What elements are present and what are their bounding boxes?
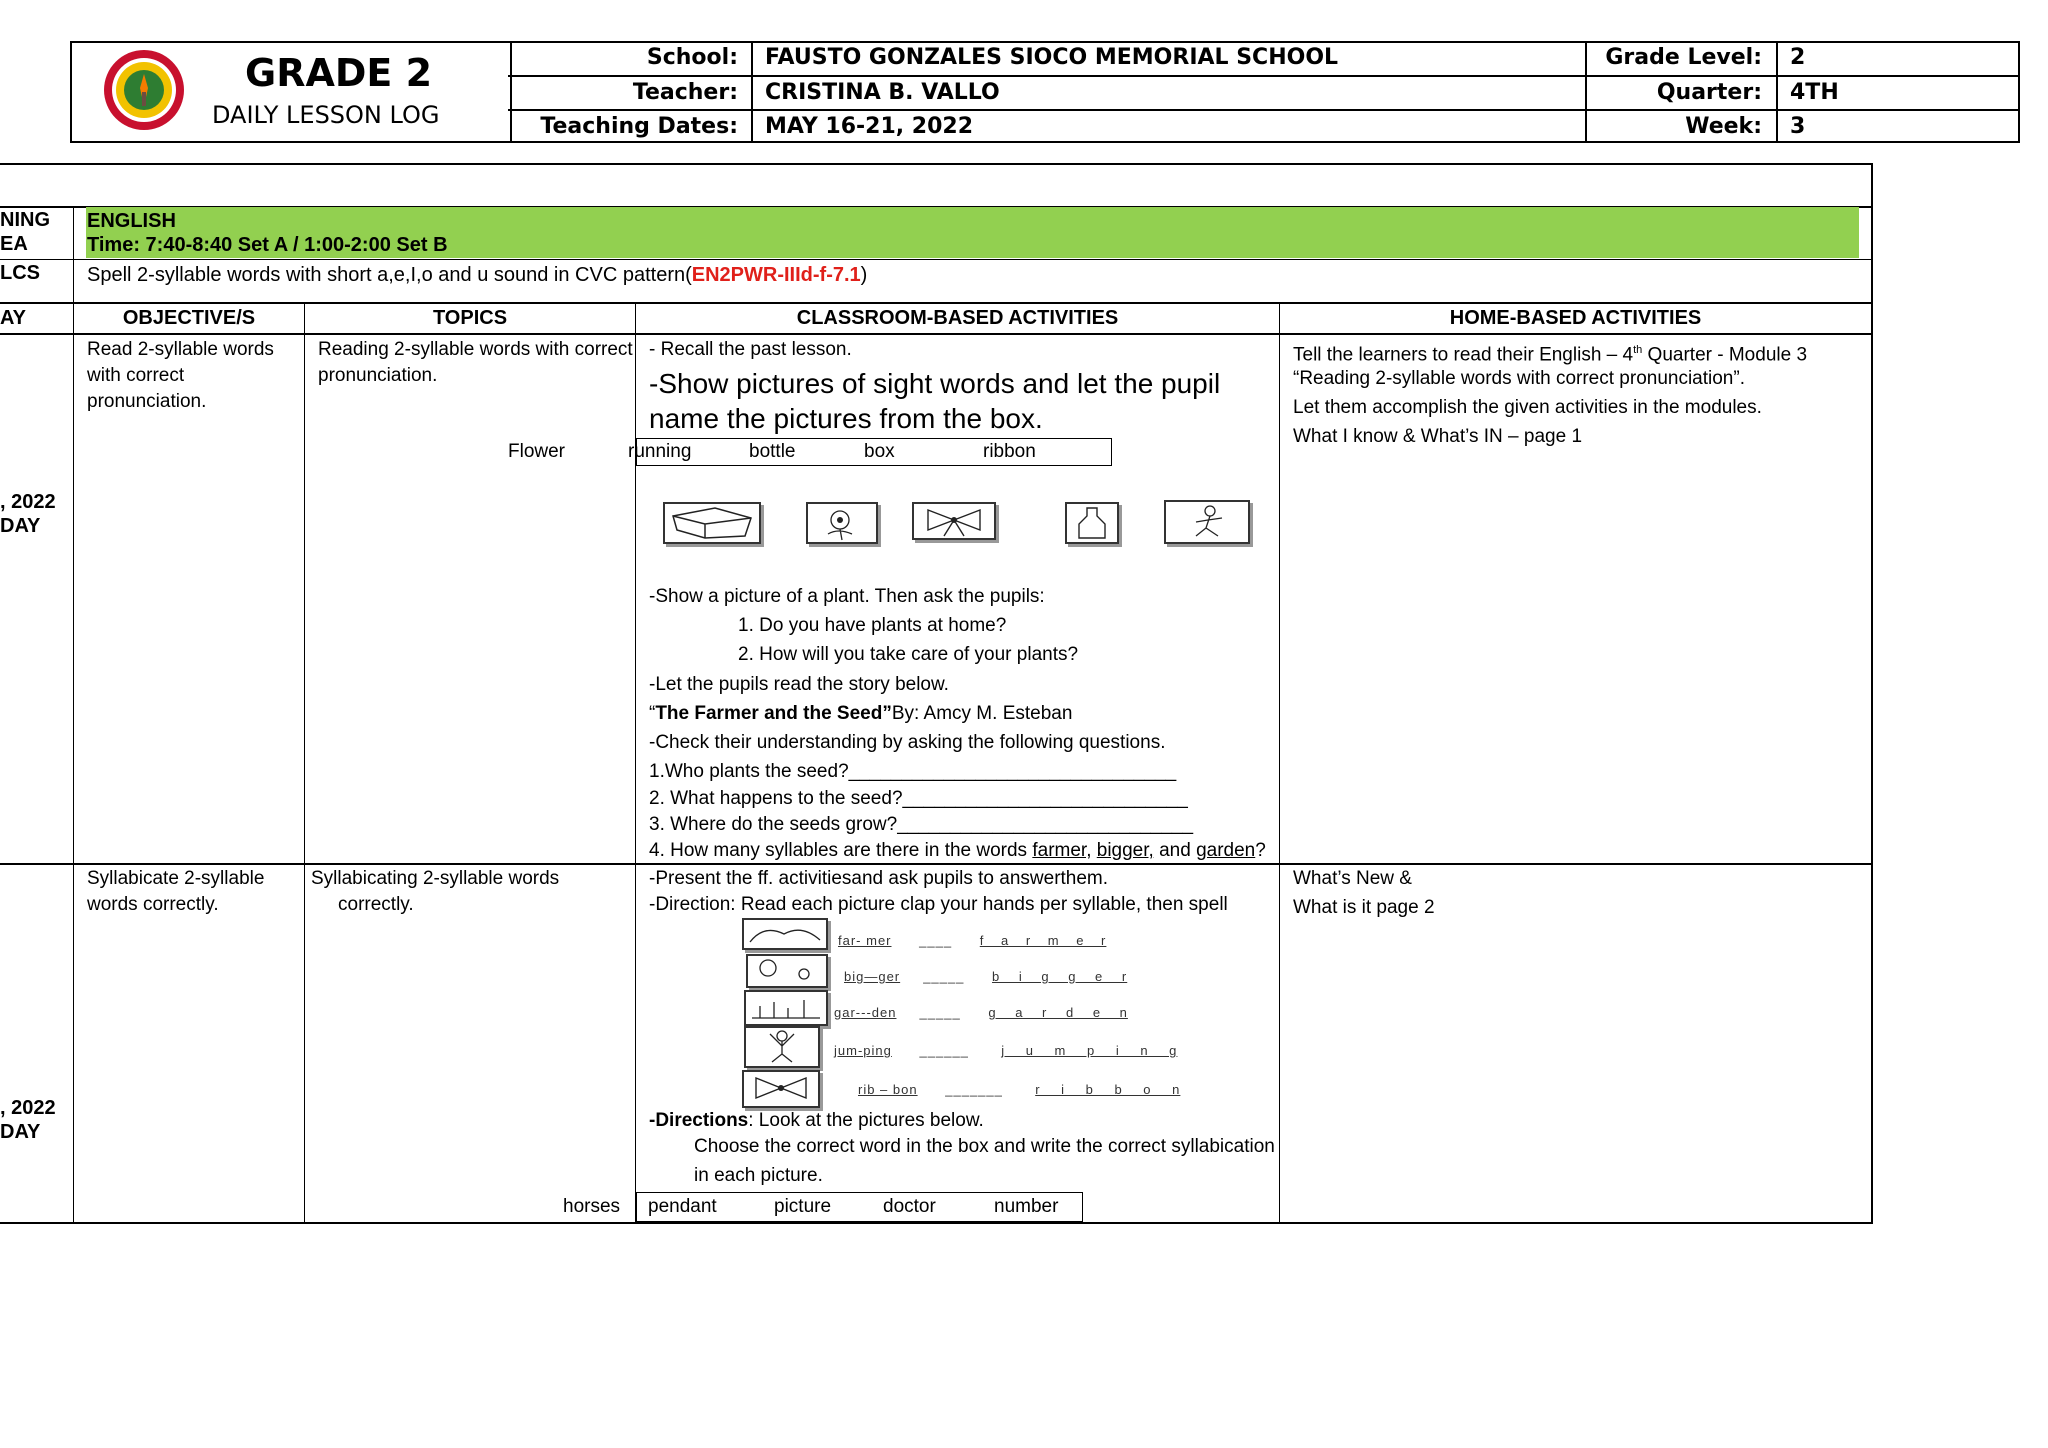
melcs-label: LCS <box>0 262 40 284</box>
word-box-item: pendant <box>648 1196 717 1217</box>
syllable-row-ribbon: rib – bon _______ r i b b o n <box>858 1082 1181 1097</box>
teacher-label: Teacher: <box>632 80 738 105</box>
quarter-value: 4TH <box>1790 80 1839 105</box>
col-day: AY <box>0 307 26 329</box>
row1-date: , 2022 <box>0 491 56 513</box>
home-activity-row2-2: What is it page 2 <box>1293 897 1435 918</box>
home-activity-3: Let them accomplish the given activities in the modules. <box>1293 397 1762 418</box>
plant-question-2: 2. How will you take care of your plants? <box>738 644 1079 665</box>
directions-2-line-3: in each picture. <box>694 1165 823 1186</box>
syllable-row-jumping: jum-ping ______ j u m p i n g <box>834 1043 1178 1058</box>
subject-name: ENGLISH <box>87 210 176 232</box>
row1-topic-line-1: Reading 2-syllable words with correct <box>318 339 633 360</box>
word-box-item: bottle <box>749 441 796 462</box>
row1-objective-line-2: with correct <box>87 365 185 386</box>
learning-area-label: NING <box>0 209 50 231</box>
week-label: Week: <box>1685 114 1762 139</box>
syllable-row-bigger: big—ger _____ b i g g e r <box>844 969 1128 984</box>
word-box-item: horses <box>563 1196 621 1217</box>
present-activities: -Present the ff. activitiesand ask pupils to answerthem. <box>649 868 1109 889</box>
row1-objective-line-3: pronunciation. <box>87 391 207 412</box>
word-box-item: doctor <box>883 1196 936 1217</box>
learning-area-label-2: EA <box>0 233 28 255</box>
grade-value: 2 <box>1790 45 1806 70</box>
flower-picture <box>806 502 878 544</box>
dates-label: Teaching Dates: <box>540 114 738 139</box>
grade-label: Grade Level: <box>1605 45 1762 70</box>
farmer-picture <box>742 918 828 950</box>
word-box-item: picture <box>774 1196 832 1217</box>
row2-objective-line-1: Syllabicate 2-syllable <box>87 868 265 889</box>
school-name: FAUSTO GONZALES SIOCO MEMORIAL SCHOOL <box>765 45 1339 70</box>
comprehension-question-2: 2. What happens to the seed?___________________________ <box>649 788 1188 809</box>
show-pictures-line-2: name the pictures from the box. <box>649 403 1043 434</box>
word-box-item: Flower <box>508 441 566 462</box>
class-time: Time: 7:40-8:40 Set A / 1:00-2:00 Set B <box>87 234 448 256</box>
week-value: 3 <box>1790 114 1806 139</box>
syllable-row-garden: gar---den _____ g a r d e n <box>834 1005 1128 1020</box>
row1-objective-line-1: Read 2-syllable words <box>87 339 274 360</box>
row1-day: DAY <box>0 515 41 537</box>
syllable-row-farmer: far- mer ____ f a r m e r <box>838 933 1107 948</box>
story-title-line: “The Farmer and the Seed”By: Amcy M. Esteban <box>649 703 1073 724</box>
word-box-item: number <box>994 1196 1059 1217</box>
home-activity-1: Tell the learners to read their English – 4th Quarter - Module 3 <box>1293 344 1808 366</box>
comprehension-question-3: 3. Where do the seeds grow?____________________________ <box>649 814 1194 835</box>
check-understanding: -Check their understanding by asking the following questions. <box>649 732 1166 753</box>
page-subtitle: DAILY LESSON LOG <box>212 101 440 129</box>
ribbon-picture <box>912 502 996 540</box>
directions-2: -Directions: Look at the pictures below. <box>649 1110 984 1131</box>
row2-topic-line-2: correctly. <box>338 894 414 915</box>
row2-objective-line-2: words correctly. <box>87 894 219 915</box>
garden-picture <box>744 990 828 1026</box>
teaching-dates: MAY 16-21, 2022 <box>765 114 974 139</box>
story-author: By: Amcy M. Esteban <box>891 703 1073 724</box>
bottle-picture <box>1065 502 1119 544</box>
melcs-text: Spell 2-syllable words with short a,e,I,o and u sound in CVC pattern(EN2PWR-IIId-f-7.1) <box>87 264 868 286</box>
box-picture <box>663 502 761 544</box>
quarter-label: Quarter: <box>1656 80 1762 105</box>
comprehension-question-1: 1.Who plants the seed?_______________________________ <box>649 761 1177 782</box>
plant-question-1: 1. Do you have plants at home? <box>738 615 1007 636</box>
teacher-name: CRISTINA B. VALLO <box>765 80 1000 105</box>
running-picture <box>1164 500 1250 544</box>
home-activity-row2-1: What’s New & <box>1293 868 1412 889</box>
school-label: School: <box>646 45 738 70</box>
word-box-item: ribbon <box>983 441 1036 462</box>
ribbon-picture-2 <box>742 1070 820 1108</box>
recall-text: - Recall the past lesson. <box>649 339 852 360</box>
melcs-code: EN2PWR-IIId-f-7.1 <box>691 264 861 286</box>
home-activity-4: What I know & What’s IN – page 1 <box>1293 426 1583 447</box>
row2-topic-line-1: Syllabicating 2-syllable words <box>311 868 560 889</box>
plant-prompt: -Show a picture of a plant. Then ask the pupils: <box>649 586 1045 607</box>
title-block <box>72 43 512 141</box>
story-title: The Farmer and the Seed” <box>655 703 892 724</box>
col-classroom: CLASSROOM-BASED ACTIVITIES <box>796 307 1119 329</box>
row2-day: DAY <box>0 1121 41 1143</box>
bigger-picture <box>746 954 828 988</box>
read-story-prompt: -Let the pupils read the story below. <box>649 674 949 695</box>
comprehension-question-4: 4. How many syllables are there in the words farmer, bigger, and garden? <box>649 840 1266 861</box>
home-activity-2: “Reading 2-syllable words with correct pronunciation”. <box>1293 368 1745 389</box>
syllable-direction: -Direction: Read each picture clap your hands per syllable, then spell <box>649 894 1228 915</box>
jumping-picture <box>744 1026 820 1068</box>
directions-2-line-2: Choose the correct word in the box and write the correct syllabication <box>694 1136 1275 1157</box>
page-title: GRADE 2 <box>245 51 433 95</box>
row2-date: , 2022 <box>0 1097 56 1119</box>
show-pictures-line-1: -Show pictures of sight words and let the pupil <box>649 368 1221 399</box>
word-box-item: running <box>628 441 692 462</box>
school-seal-icon <box>102 48 186 132</box>
col-objectives: OBJECTIVE/S <box>122 307 256 329</box>
col-topics: TOPICS <box>432 307 508 329</box>
col-home: HOME-BASED ACTIVITIES <box>1449 307 1702 329</box>
row1-topic-line-2: pronunciation. <box>318 365 438 386</box>
word-box-item: box <box>864 441 895 462</box>
